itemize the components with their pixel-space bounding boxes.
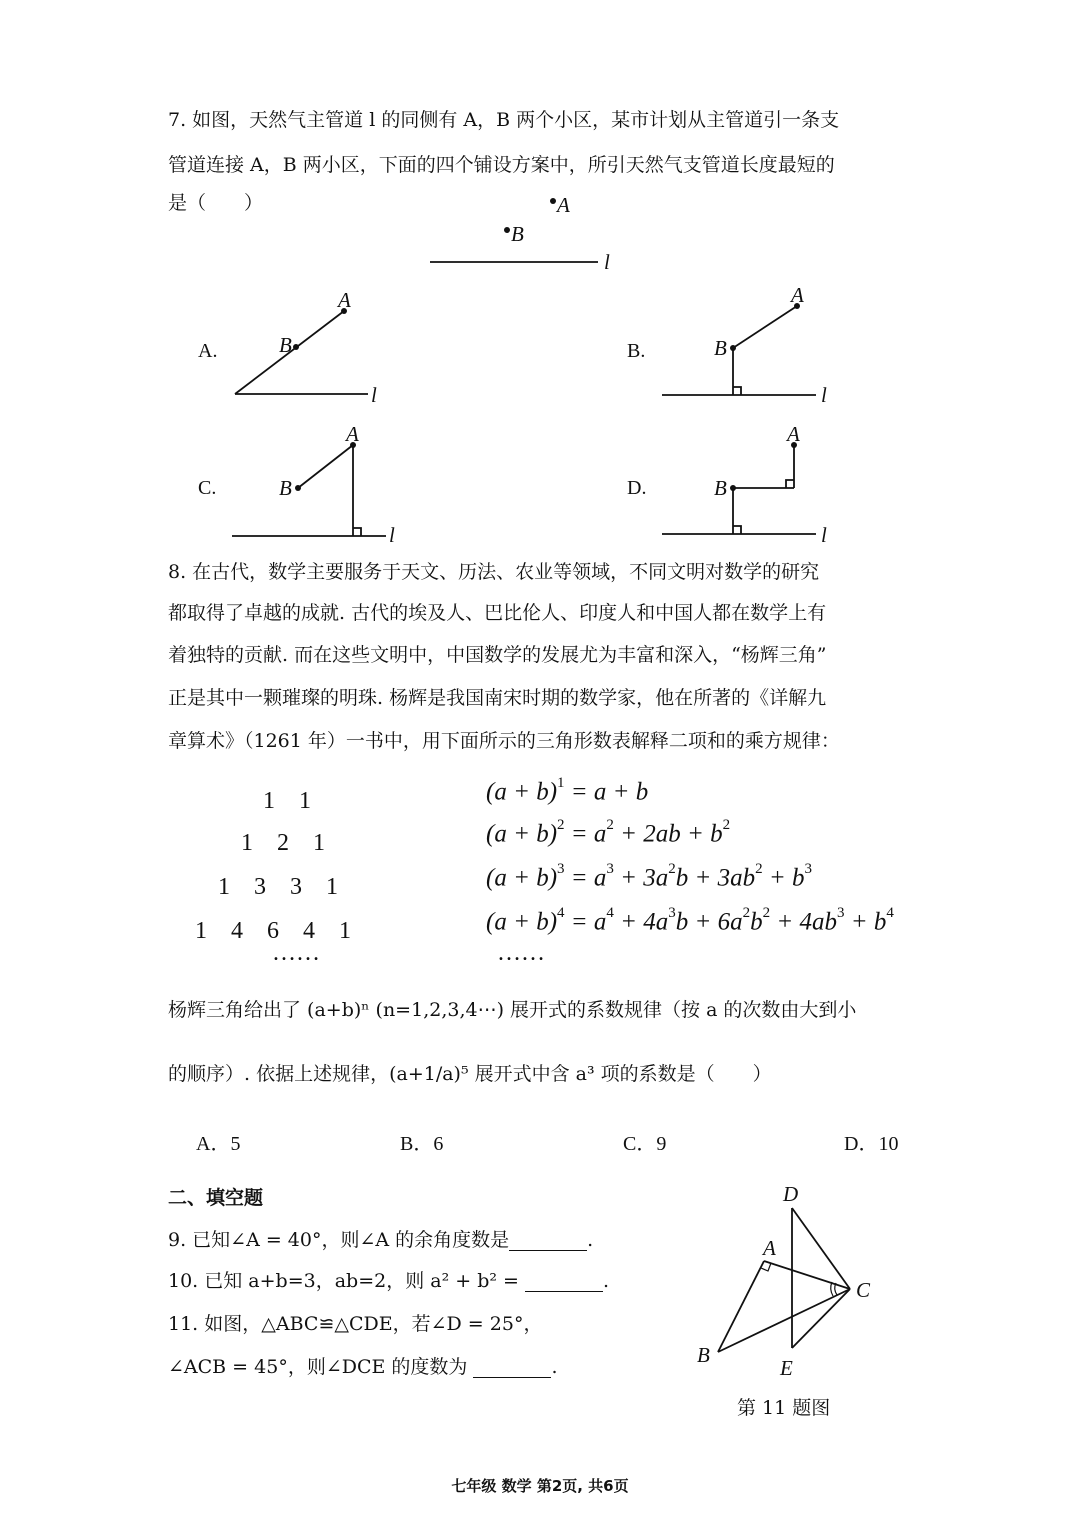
q11-line1: 11. 如图，△ABC≌△CDE，若∠D = 25°， — [168, 1313, 543, 1335]
q9-text: 9. 已知∠A = 40°，则∠A 的余角度数是 . — [168, 1229, 594, 1251]
q8-option-b: B．6 — [400, 1133, 444, 1155]
expansion-3: $(a + b)^3 = a^3 + 3a^2b + 3ab^2 + b^3$ — [486, 861, 813, 892]
option-d-line-l: l — [821, 523, 827, 547]
fig11-label-a: A — [763, 1236, 776, 1260]
expansion-ellipsis: …… — [497, 940, 545, 966]
triangle-row-1: 1 1 — [263, 788, 311, 814]
option-a-label: A. — [198, 340, 218, 362]
option-b-point-a: A — [791, 283, 804, 307]
option-b-point-b: B — [714, 336, 727, 360]
option-a-line-l: l — [371, 383, 377, 407]
fig11-caption: 第 11 题图 — [737, 1397, 831, 1419]
option-a-point-a: A — [338, 288, 351, 312]
option-c-point-a: A — [346, 422, 359, 446]
q8-line2: 都取得了卓越的成就. 古代的埃及人、巴比伦人、印度人和中国人都在数学上有 — [168, 602, 827, 624]
q9-stem: 9. 已知∠A = 40°，则∠A 的余角度数是 — [168, 1229, 510, 1251]
option-d-label: D. — [627, 477, 647, 499]
q8-line6: 杨辉三角给出了 (a+b)ⁿ (n=1,2,3,4⋯) 展开式的系数规律（按 a 的次数由大到小 — [168, 999, 857, 1021]
option-c-line-l: l — [389, 523, 395, 547]
fig11-label-c: C — [856, 1278, 871, 1302]
q10-text: 10. 已知 a+b=3，ab=2，则 a² + b² = . — [168, 1270, 610, 1292]
fig11-label-d: D — [783, 1182, 799, 1206]
triangle-row-2: 1 2 1 — [241, 830, 325, 856]
fig11-label-b: B — [697, 1343, 710, 1367]
q8-option-a: A．5 — [196, 1133, 241, 1155]
q7-line2: 管道连接 A，B 两小区，下面的四个铺设方案中，所引天然气支管道长度最短的 — [168, 154, 835, 176]
option-b-line-l: l — [821, 383, 827, 407]
q7-line3: 是（ ） — [168, 192, 264, 214]
option-d-point-b: B — [714, 476, 727, 500]
label-l: l — [604, 250, 610, 274]
q8-line1: 8. 在古代，数学主要服务于天文、历法、农业等领域，不同文明对数学的研究 — [168, 561, 820, 583]
option-c-label: C. — [198, 477, 217, 499]
label-b: B — [511, 222, 524, 246]
expansion-2: $(a + b)^2 = a^2 + 2ab + b^2$ — [486, 817, 731, 848]
expansion-4: $(a + b)^4 = a^4 + 4a^3b + 6a^2b^2 + 4ab^3 + b^4$ — [486, 905, 894, 936]
triangle-ellipsis: …… — [272, 940, 320, 966]
q8-line3: 着独特的贡献. 而在这些文明中，中国数学的发展尤为丰富和深入，“杨辉三角” — [168, 644, 827, 666]
q8-line4: 正是其中一颗璀璨的明珠. 杨辉是我国南宋时期的数学家，他在所著的《详解九 — [168, 687, 827, 709]
q11-text: ∠ACB = 45°，则∠DCE 的度数为 . — [168, 1356, 558, 1378]
q8-line7: 的顺序）. 依据上述规律，(a+1/a)⁵ 展开式中含 a³ 项的系数是（ ） — [168, 1063, 772, 1085]
q8-line5: 章算术》（1261 年）一书中，用下面所示的三角形数表解释二项和的乘方规律： — [168, 730, 840, 752]
page-footer: 七年级 数学 第2页, 共6页 — [451, 1477, 629, 1495]
option-c-point-b: B — [279, 476, 292, 500]
triangle-row-3: 1 3 3 1 — [218, 874, 338, 900]
option-b-label: B. — [627, 340, 646, 362]
option-a-point-b: B — [279, 333, 292, 357]
label-a: A — [557, 193, 570, 217]
triangle-row-4: 1 4 6 4 1 — [195, 918, 351, 944]
q10-stem: 10. 已知 a+b=3，ab=2，则 a² + b² = — [168, 1270, 519, 1292]
q7-line1: 7. 如图，天然气主管道 l 的同侧有 A，B 两个小区，某市计划从主管道引一条支 — [168, 109, 840, 131]
section-title: 二、填空题 — [168, 1187, 264, 1209]
q8-option-c: C．9 — [623, 1133, 667, 1155]
option-d-point-a: A — [787, 422, 800, 446]
expansion-1: $(a + b)^1 = a + b$ — [486, 775, 649, 806]
q8-option-d: D．10 — [844, 1133, 899, 1155]
fig11-label-e: E — [780, 1356, 793, 1380]
q11-stem: ∠ACB = 45°，则∠DCE 的度数为 — [168, 1356, 468, 1378]
